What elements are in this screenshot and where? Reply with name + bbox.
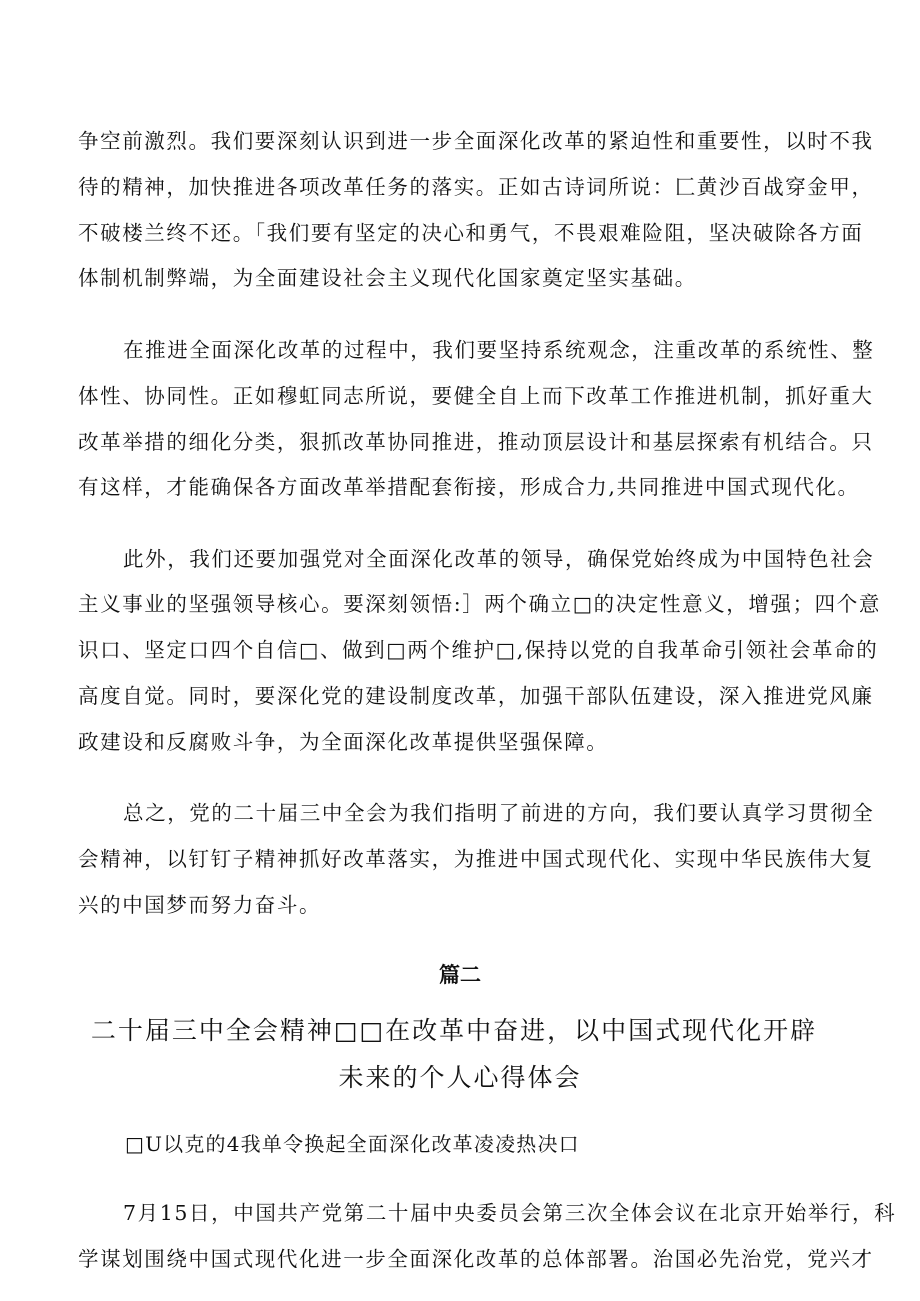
paragraph-3-line-2: 主义事业的坚强领导核心。要深刻领悟:］两个确立□的决定性意义，增强；四个意 [78, 592, 881, 616]
paragraph-5-line-2: 学谋划围绕中国式现代化进一步全面深化改革的总体部署。治国必先治党，党兴才 [78, 1247, 874, 1271]
article-subtitle: □U以克的4我单令换起全面深化改革凌凌热决口 [125, 1132, 580, 1156]
paragraph-3-line-1: 此外，我们还要加强党对全面深化改革的领导，确保党始终成为中国特色社会 [123, 547, 875, 571]
paragraph-1-line-1: 争空前激烈。我们要深刻认识到进一步全面深化改革的紧迫性和重要性，以时不我 [78, 129, 874, 153]
article-title-line-2: 未来的个人心得体会 [338, 1063, 582, 1092]
article-title-line-1: 二十届三中全会精神□□在改革中奋进，以中国式现代化开辟 [90, 1016, 818, 1045]
section-heading: 篇二 [439, 963, 481, 987]
paragraph-2-line-3: 改革举措的细化分类，狠抓改革协同推进，推动顶层设计和基层探索有机结合。只 [78, 430, 874, 454]
paragraph-4-line-1: 总之，党的二十届三中全会为我们指明了前进的方向，我们要认真学习贯彻全 [123, 801, 875, 825]
paragraph-2-line-1: 在推进全面深化改革的过程中，我们要坚持系统观念，注重改革的系统性、整 [123, 338, 875, 362]
paragraph-5-line-1: 7月15日，中国共产党第二十届中央委员会第三次全体会议在北京开始举行，科 [123, 1201, 897, 1225]
paragraph-2-line-4: 有这样，才能确保各方面改革举措配套衔接，形成合力,共同推进中国式现代化。 [78, 475, 860, 499]
paragraph-3-line-5: 政建设和反腐败斗争，为全面深化改革提供坚强保障。 [78, 730, 609, 754]
paragraph-2-line-2: 体性、协同性。正如穆虹同志所说，要健全自上而下改革工作推进机制，抓好重大 [78, 384, 874, 408]
paragraph-3-line-4: 高度自觉。同时，要深化党的建设制度改革，加强干部队伍建设，深入推进党风廉 [78, 684, 874, 708]
paragraph-4-line-3: 兴的中国梦而努力奋斗。 [78, 893, 322, 917]
paragraph-1-line-3: 不破楼兰终不还。「我们要有坚定的决心和勇气，不畏艰难险阻，坚决破除各方面 [78, 221, 864, 245]
paragraph-4-line-2: 会精神，以钉钉子精神抓好改革落实，为推进中国式现代化、实现中华民族伟大复 [78, 847, 874, 871]
paragraph-1-line-2: 待的精神，加快推进各项改革任务的落实。正如古诗词所说：匚黄沙百战穿金甲， [78, 175, 874, 199]
paragraph-3-line-3: 识口、坚定口四个自信□、做到□两个维护□,保持以党的自我革命引领社会革命的 [78, 638, 879, 662]
paragraph-1-line-4: 体制机制弊端，为全面建设社会主义现代化国家奠定坚实基础。 [78, 266, 697, 290]
